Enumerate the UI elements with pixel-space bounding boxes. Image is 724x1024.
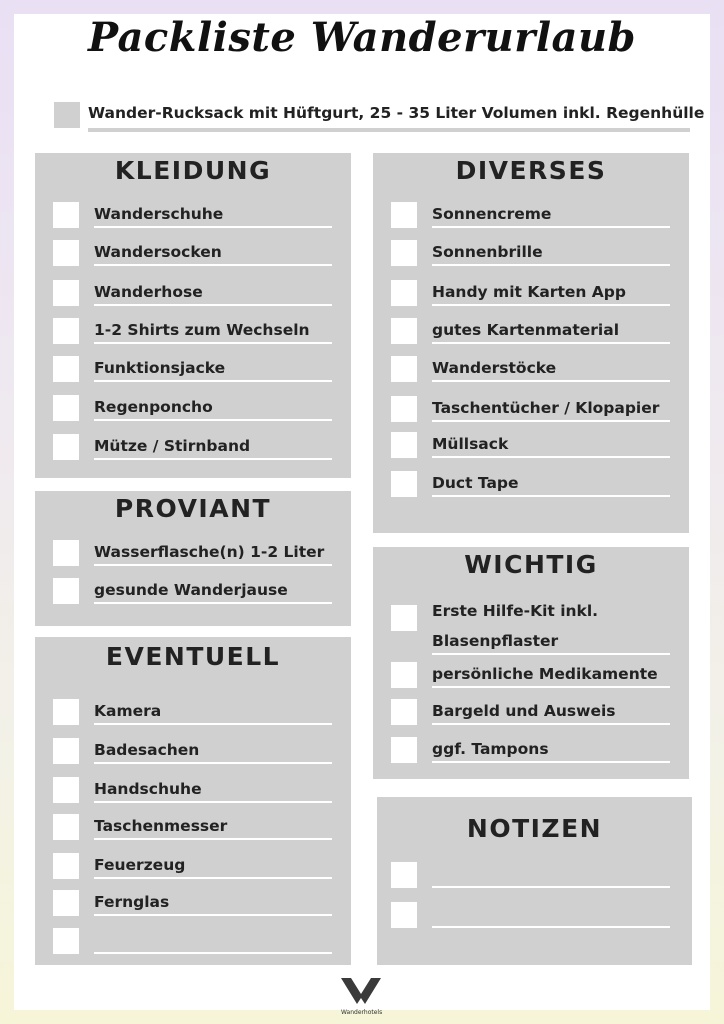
item-label: Taschenmesser [94, 817, 228, 835]
item-label: Feuerzeug [94, 856, 186, 874]
checkbox[interactable] [53, 699, 79, 725]
item-underline [94, 458, 332, 460]
item-underline [432, 304, 670, 306]
checkbox[interactable] [391, 432, 417, 458]
panel-diverses [373, 153, 689, 533]
item-label: Regenponcho [94, 398, 213, 416]
checkbox[interactable] [53, 540, 79, 566]
panel-kleidung [35, 153, 351, 478]
checkbox[interactable] [53, 738, 79, 764]
item-underline [94, 419, 332, 421]
item-label: persönliche Medikamente [432, 665, 658, 683]
item-underline [94, 226, 332, 228]
item-underline [94, 723, 332, 725]
item-underline [94, 380, 332, 382]
checkbox[interactable] [391, 902, 417, 928]
item-underline [432, 761, 670, 763]
brand-name: Wanderhotels [341, 1009, 383, 1016]
item-underline [432, 456, 670, 458]
item-underline [432, 723, 670, 725]
checkbox[interactable] [391, 737, 417, 763]
section-heading: PROVIANT [114, 494, 272, 523]
item-label: Müllsack [432, 435, 509, 453]
item-underline [94, 801, 332, 803]
w-mountain-logo-icon [341, 978, 381, 1004]
checkbox[interactable] [53, 356, 79, 382]
item-label: Kamera [94, 702, 162, 720]
item-label: Wander-Rucksack mit Hüftgurt, 25 - 35 Liter Volumen inkl. Regenhülle [88, 104, 705, 122]
checkbox[interactable] [391, 280, 417, 306]
item-label: Wanderhose [94, 283, 203, 301]
top-checklist-item [54, 102, 705, 132]
item-underline [432, 226, 670, 228]
item-label: Wandersocken [94, 243, 222, 261]
item-underline [432, 264, 670, 266]
checkbox[interactable] [391, 605, 417, 631]
item-label: gutes Kartenmaterial [432, 321, 620, 339]
panel-proviant [35, 491, 351, 626]
item-label: Badesachen [94, 741, 200, 759]
item-underline [432, 926, 670, 928]
item-underline [432, 495, 670, 497]
checkbox[interactable] [53, 240, 79, 266]
section-heading: DIVERSES [455, 156, 607, 185]
section-heading: NOTIZEN [466, 814, 603, 843]
checkbox[interactable] [53, 280, 79, 306]
item-label: Handschuhe [94, 780, 202, 798]
item-underline [432, 886, 670, 888]
item-label: Sonnencreme [432, 205, 552, 223]
item-label: gesunde Wanderjause [94, 581, 288, 599]
checkbox[interactable] [53, 318, 79, 344]
panel-eventuell [35, 637, 351, 965]
checkbox[interactable] [391, 240, 417, 266]
item-label: Bargeld und Ausweis [432, 702, 616, 720]
checkbox[interactable] [53, 202, 79, 228]
checkbox[interactable] [391, 396, 417, 422]
checkbox[interactable] [391, 862, 417, 888]
item-underline [432, 380, 670, 382]
item-label: Wanderschuhe [94, 205, 224, 223]
item-underline [94, 877, 332, 879]
item-underline [94, 602, 332, 604]
item-underline [432, 686, 670, 688]
checkbox[interactable] [53, 434, 79, 460]
item-underline [94, 264, 332, 266]
section-heading: EVENTUELL [105, 642, 281, 671]
item-label: Funktionsjacke [94, 359, 226, 377]
checkbox[interactable] [391, 471, 417, 497]
item-label: Blasenpflaster [432, 632, 559, 650]
item-label: Fernglas [94, 893, 170, 911]
checkbox[interactable] [391, 202, 417, 228]
checkbox[interactable] [391, 318, 417, 344]
checkbox[interactable] [391, 699, 417, 725]
checkbox[interactable] [53, 814, 79, 840]
checkbox[interactable] [53, 777, 79, 803]
item-label: Mütze / Stirnband [94, 437, 251, 455]
section-heading: WICHTIG [464, 550, 598, 579]
page-title: Packliste Wanderurlaub [87, 14, 636, 61]
item-underline [432, 420, 670, 422]
item-underline [94, 564, 332, 566]
item-label: Taschentücher / Klopapier [432, 399, 660, 417]
checkbox[interactable] [53, 928, 79, 954]
checkbox[interactable] [53, 395, 79, 421]
item-label: Wanderstöcke [432, 359, 557, 377]
checkbox[interactable] [391, 356, 417, 382]
checkbox[interactable] [391, 662, 417, 688]
item-label: Duct Tape [432, 474, 519, 492]
item-underline [432, 653, 670, 655]
item-label: Handy mit Karten App [432, 283, 626, 301]
item-label: 1-2 Shirts zum Wechseln [94, 321, 310, 339]
item-underline [94, 952, 332, 954]
checkbox[interactable] [54, 102, 80, 128]
item-underline [94, 914, 332, 916]
checkbox[interactable] [53, 578, 79, 604]
panel-notizen [377, 797, 692, 965]
item-label: Sonnenbrille [432, 243, 543, 261]
item-underline [94, 342, 332, 344]
item-underline [88, 128, 690, 132]
checkbox[interactable] [53, 853, 79, 879]
section-heading: KLEIDUNG [114, 156, 272, 185]
item-label: Erste Hilfe-Kit inkl. [432, 602, 599, 620]
item-label: ggf. Tampons [432, 740, 549, 758]
brand-logo [341, 978, 381, 1016]
item-underline [94, 762, 332, 764]
checkbox[interactable] [53, 890, 79, 916]
panel-wichtig [373, 547, 689, 779]
item-label: Wasserflasche(n) 1-2 Liter [94, 543, 325, 561]
item-underline [94, 304, 332, 306]
item-underline [94, 838, 332, 840]
item-underline [432, 342, 670, 344]
